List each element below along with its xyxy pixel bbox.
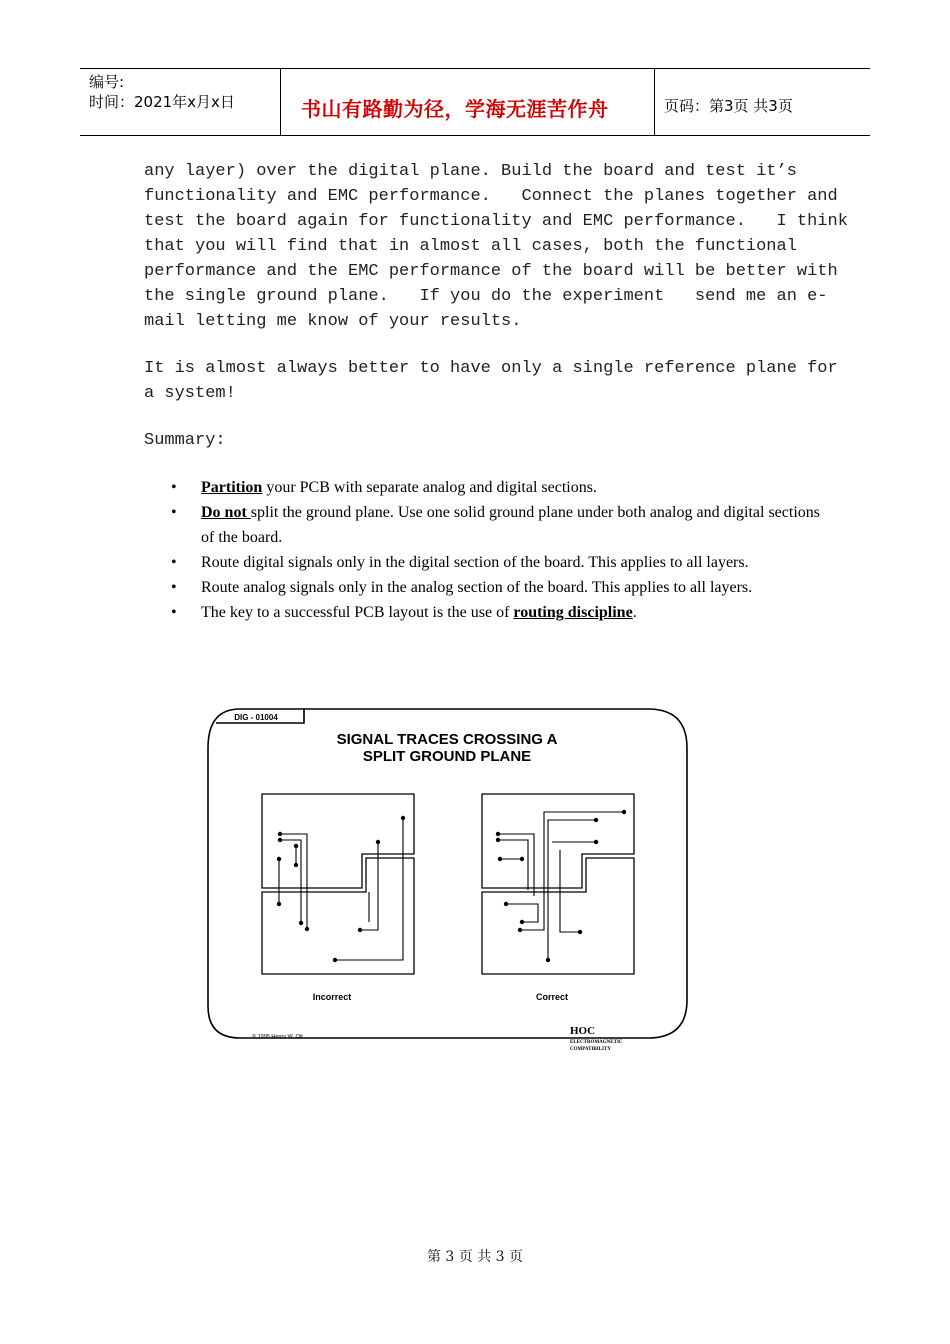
summary-list [165,475,825,625]
document-number-label: 编号: [89,73,125,91]
emphasis-partition: Partition [201,479,263,496]
paragraph-experiment: any layer) over the digital plane. Build the board and test it’s functionality and EMC performance. Connect the planes together and test the board again for functionality and EMC performance. I think that you will find that in almost all cases, both the functional performance and the EMC performance of the board will be better with the single ground plane. If you do the experiment send me an e- mail letting me know of your results. [144,162,848,331]
bullet: • [171,554,177,571]
list-item-text: . [632,604,637,621]
incorrect-lower-plane [262,858,414,974]
header-motto-cell [281,69,655,135]
list-item [165,575,825,600]
header-info-cell [80,69,281,135]
header-page-number: 页码：第3页 共3页 [664,97,793,115]
list-item [165,600,825,625]
incorrect-upper-plane [262,794,414,888]
header-motto: 书山有路勤为径，学海无涯苦作舟 [301,97,609,121]
list-item-text: split the ground plane. Use one solid ground plane under both analog and digital sections of the board. [201,504,820,546]
figure-tag: DIG - 01004 [234,713,278,722]
page-footer: 第 3 页 共 3 页 [426,1249,524,1265]
list-item-text: Route digital signals only in the digital section of the board. This applies to all layers. [201,554,749,571]
bullet: • [171,479,177,496]
trace-endpoints [277,810,626,962]
list-item [165,475,825,500]
hoc-logo-sub1: ELECTROMAGNETIC [570,1040,623,1045]
correct-lower-plane [482,858,634,974]
hoc-logo-sub2: COMPATIBILITY [570,1047,611,1052]
page-header [80,68,870,136]
label-correct: Correct [535,992,569,1002]
bullet: • [171,579,177,596]
hoc-logo: HOC [570,1025,596,1037]
header-page-cell [655,69,870,135]
list-item [165,500,825,550]
correct-upper-plane [482,794,634,888]
emphasis-routing-discipline: routing discipline [513,604,633,621]
bullet: • [171,504,177,521]
figure-title-line1: SIGNAL TRACES CROSSING A [336,731,558,748]
list-item [165,550,825,575]
list-item-text: your PCB with separate analog and digital sections. [262,479,597,496]
list-item-text: The key to a successful PCB layout is the use of [201,604,514,621]
list-item-text: Route analog signals only in the analog section of the board. This applies to all layers. [201,579,753,596]
split-ground-plane-figure [200,700,700,1060]
correct-traces [498,812,624,960]
label-incorrect: Incorrect [312,992,352,1002]
incorrect-traces [279,818,403,960]
figure-copyright: © 1995 Henry W. Ott [252,1034,303,1040]
emphasis-do-not: Do not [201,504,251,521]
paragraph-single-plane: It is almost always better to have only a single reference plane for a system! [144,359,838,403]
document-time-label: 时间：2021年x月x日 [89,93,235,111]
bullet: • [171,604,177,621]
figure-title-line2: SPLIT GROUND PLANE [362,748,532,765]
summary-heading: Summary: [144,431,226,450]
